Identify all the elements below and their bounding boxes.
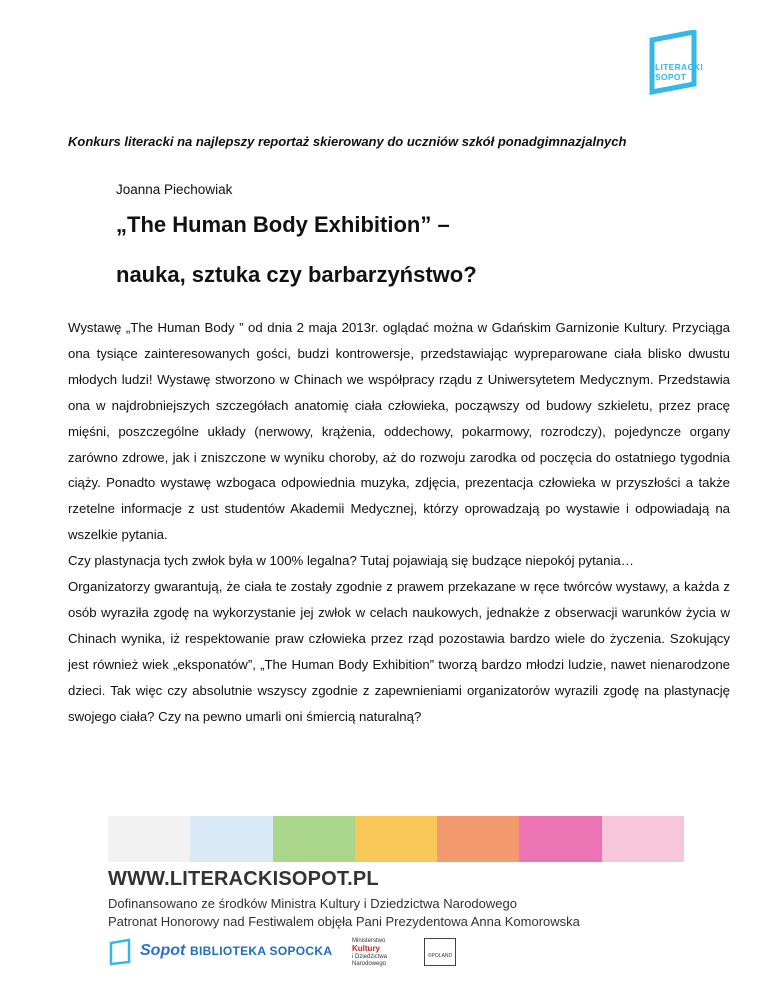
- color-stripe: [602, 816, 684, 862]
- logo-text: [655, 62, 703, 82]
- paragraph-3: Organizatorzy gwarantują, że ciała te zostały zgodnie z prawem przekazane w ręce twórców wystawy, a każda z osób wyraziła zgodę na wykorzystanie jej zwłok w celach naukowych, jednakże z obserwacji warunków życia w Chinach wynika, iż respektowanie praw człowieka przez rząd pozostawia bardzo wiele do życzenia. Szokujący jest również wiek „eksponatów”, „The Human Body Exhibition” tworzą bardzo młodzi ludzie, nawet nienarodzone dzieci. Tak więc czy absolutnie wszyscy zgodnie z zapewnieniami organizatorów wyrazili zgodę na plastynację swojego ciała? Czy na pewno umarli oni śmiercią naturalną?: [68, 579, 730, 724]
- color-stripe: [108, 816, 190, 862]
- article-title-line1: „The Human Body Exhibition” –: [116, 212, 450, 237]
- funding-note: Dofinansowano ze środków Ministra Kultury i Dziedzictwa Narodowego: [108, 896, 517, 911]
- website-link[interactable]: WWW.LITERACKISOPOT.PL: [108, 868, 379, 890]
- ministry-logo: Ministerstwo Kultury i Dziedzictwa Narodowego: [352, 938, 388, 967]
- literacki-small-logo: [108, 938, 132, 966]
- patronage-note: Patronat Honorowy nad Festiwalem objęła Pani Prezydentowa Anna Komorowska: [108, 914, 580, 929]
- paragraph-2: Czy plastynacja tych zwłok była w 100% legalna? Tutaj pojawiają się budzące niepokój pytania…: [68, 553, 634, 569]
- color-stripe: [273, 816, 355, 862]
- color-stripe: [437, 816, 519, 862]
- author-name: Joanna Piechowiak: [116, 182, 233, 197]
- instytut-logo: ©POLAND: [424, 938, 456, 966]
- color-stripe: [355, 816, 437, 862]
- logo-line1: LITERACKI: [655, 62, 704, 72]
- sponsor-logos: [108, 938, 588, 968]
- paragraph-1: Wystawę „The Human Body ” od dnia 2 maja 2013r. oglądać można w Gdańskim Garnizonie Kultury. Przyciąga ona tysiące zainteresowanych gości, budzi kontrowersje, przedstawiając wypreparowane ciała blisko dwustu młodych ludzi! Wystawę stworzono w Chinach we współpracy rządu z Uniwersytetem Medycznym. Przedstawia ona w najdrobniejszych szczegółach anatomię ciała człowieka, począwszy od budowy szkieletu, przez pracę mięśni, poszczególne układy (nerwowy, krążenia, oddechowy, pokarmowy, rozrodczy), pojedyncze organy zarówno zdrowe, jak i zniszczone w wyniku choroby, aż do rozwoju zarodka od poczęcia do ostatniego tygodnia ciąży. Ponadto wystawę wzbogaca odpowiednia muzyka, zdjęcia, prezentacja człowieka w przyszłości a także rzetelne informacje z ust studentów Akademii Medycznej, którzy oprowadzają po wystawie i odpowiadają na wszelkie pytania.: [68, 320, 730, 543]
- color-stripes: [108, 816, 684, 862]
- logo-line2: SOPOT: [655, 72, 687, 82]
- contest-intro: Konkurs literacki na najlepszy reportaż skierowany do uczniów szkół ponadgimnazjalnych: [68, 134, 627, 149]
- sopot-logo: Sopot: [140, 942, 186, 959]
- color-stripe: [190, 816, 272, 862]
- article-body: [68, 315, 730, 730]
- article-title-line2: nauka, sztuka czy barbarzyństwo?: [116, 262, 477, 287]
- library-logo: BIBLIOTEKA SOPOCKA: [190, 944, 333, 958]
- color-stripe: [519, 816, 601, 862]
- footer-banner: [80, 816, 684, 966]
